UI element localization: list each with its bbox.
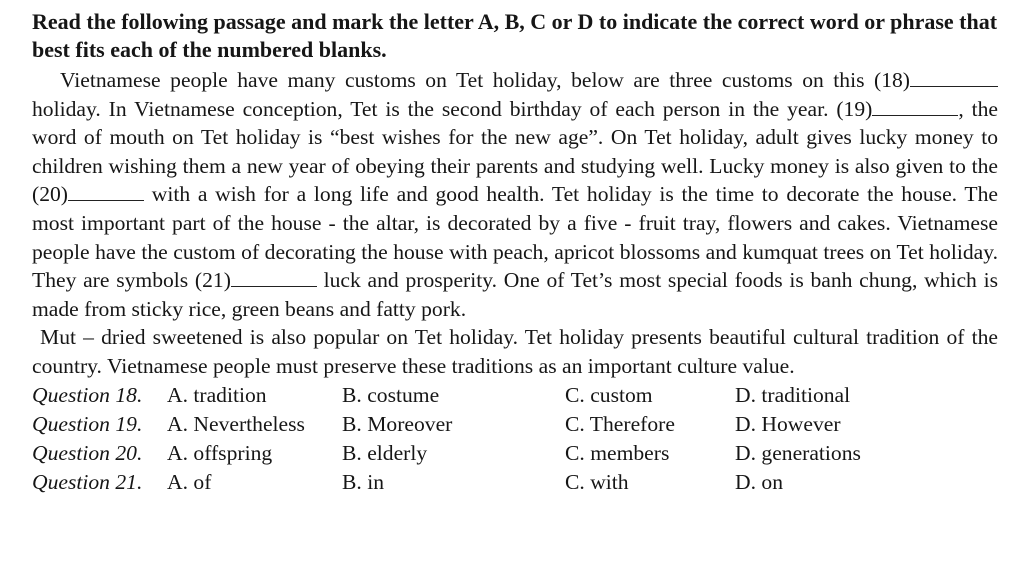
passage-text-5: luck and prosperity. One of Tet’s most special foods is banh chung, which is made from sticky rice, green beans and fatty pork.	[32, 268, 998, 321]
option-d[interactable]: D. traditional	[735, 382, 851, 407]
option-c[interactable]: C. custom	[565, 382, 653, 407]
option-d[interactable]: D. However	[735, 411, 841, 436]
passage-paragraph-1	[32, 66, 998, 323]
option-a[interactable]: A. Nevertheless	[167, 411, 305, 436]
question-20	[32, 439, 998, 468]
passage-text-3: , the word of mouth on Tet holiday is “best wishes for the new age”. On Tet holiday, adult gives lucky money to children wishing them a new year of obeying their parents and studying well. Lucky money is also given to the (20)	[32, 96, 998, 207]
instruction: Read the following passage and mark the letter A, B, C or D to indicate the correct word or phrase that best fits each of the numbered blanks.	[32, 9, 998, 62]
blank-19	[872, 97, 958, 116]
option-c[interactable]: C. with	[565, 469, 629, 494]
question-label: Question 20.	[32, 440, 143, 465]
passage-text-2: holiday. In Vietnamese conception, Tet is the second birthday of each person in the year. (19)	[32, 96, 873, 121]
question-label: Question 18.	[32, 382, 143, 407]
option-a[interactable]: A. offspring	[167, 440, 273, 465]
question-21	[32, 468, 998, 497]
option-b[interactable]: B. elderly	[342, 440, 428, 465]
passage	[32, 66, 998, 381]
question-19	[32, 410, 998, 439]
passage-text-4: with a wish for a long life and good health. Tet holiday is the time to decorate the house. The most important part of the house - the altar, is decorated by a five - fruit tray, flowers and cakes. Vietnamese people have the custom of decorating the house with peach, apricot blossoms and kumquat trees on Tet holiday. They are symbols (21)	[32, 182, 998, 293]
blank-18	[910, 68, 998, 87]
question-label: Question 21.	[32, 469, 143, 494]
passage-text-1: Vietnamese people have many customs on Tet holiday, below are three customs on this (18)	[60, 68, 910, 92]
option-b[interactable]: B. Moreover	[342, 411, 453, 436]
option-d[interactable]: D. on	[735, 469, 783, 494]
option-c[interactable]: C. Therefore	[565, 411, 675, 436]
option-b[interactable]: B. costume	[342, 382, 440, 407]
blank-20	[68, 182, 144, 201]
question-list	[32, 381, 998, 497]
question-18	[32, 381, 998, 410]
option-a[interactable]: A. tradition	[167, 382, 267, 407]
passage-paragraph-2: Mut – dried sweetened is also popular on Tet holiday. Tet holiday presents beautiful cultural tradition of the country. Vietnamese people must preserve these traditions as an important culture value.	[32, 325, 998, 378]
blank-21	[231, 268, 317, 287]
option-a[interactable]: A. of	[167, 469, 212, 494]
question-label: Question 19.	[32, 411, 143, 436]
option-d[interactable]: D. generations	[735, 440, 861, 465]
worksheet	[32, 8, 998, 497]
option-c[interactable]: C. members	[565, 440, 670, 465]
option-b[interactable]: B. in	[342, 469, 384, 494]
